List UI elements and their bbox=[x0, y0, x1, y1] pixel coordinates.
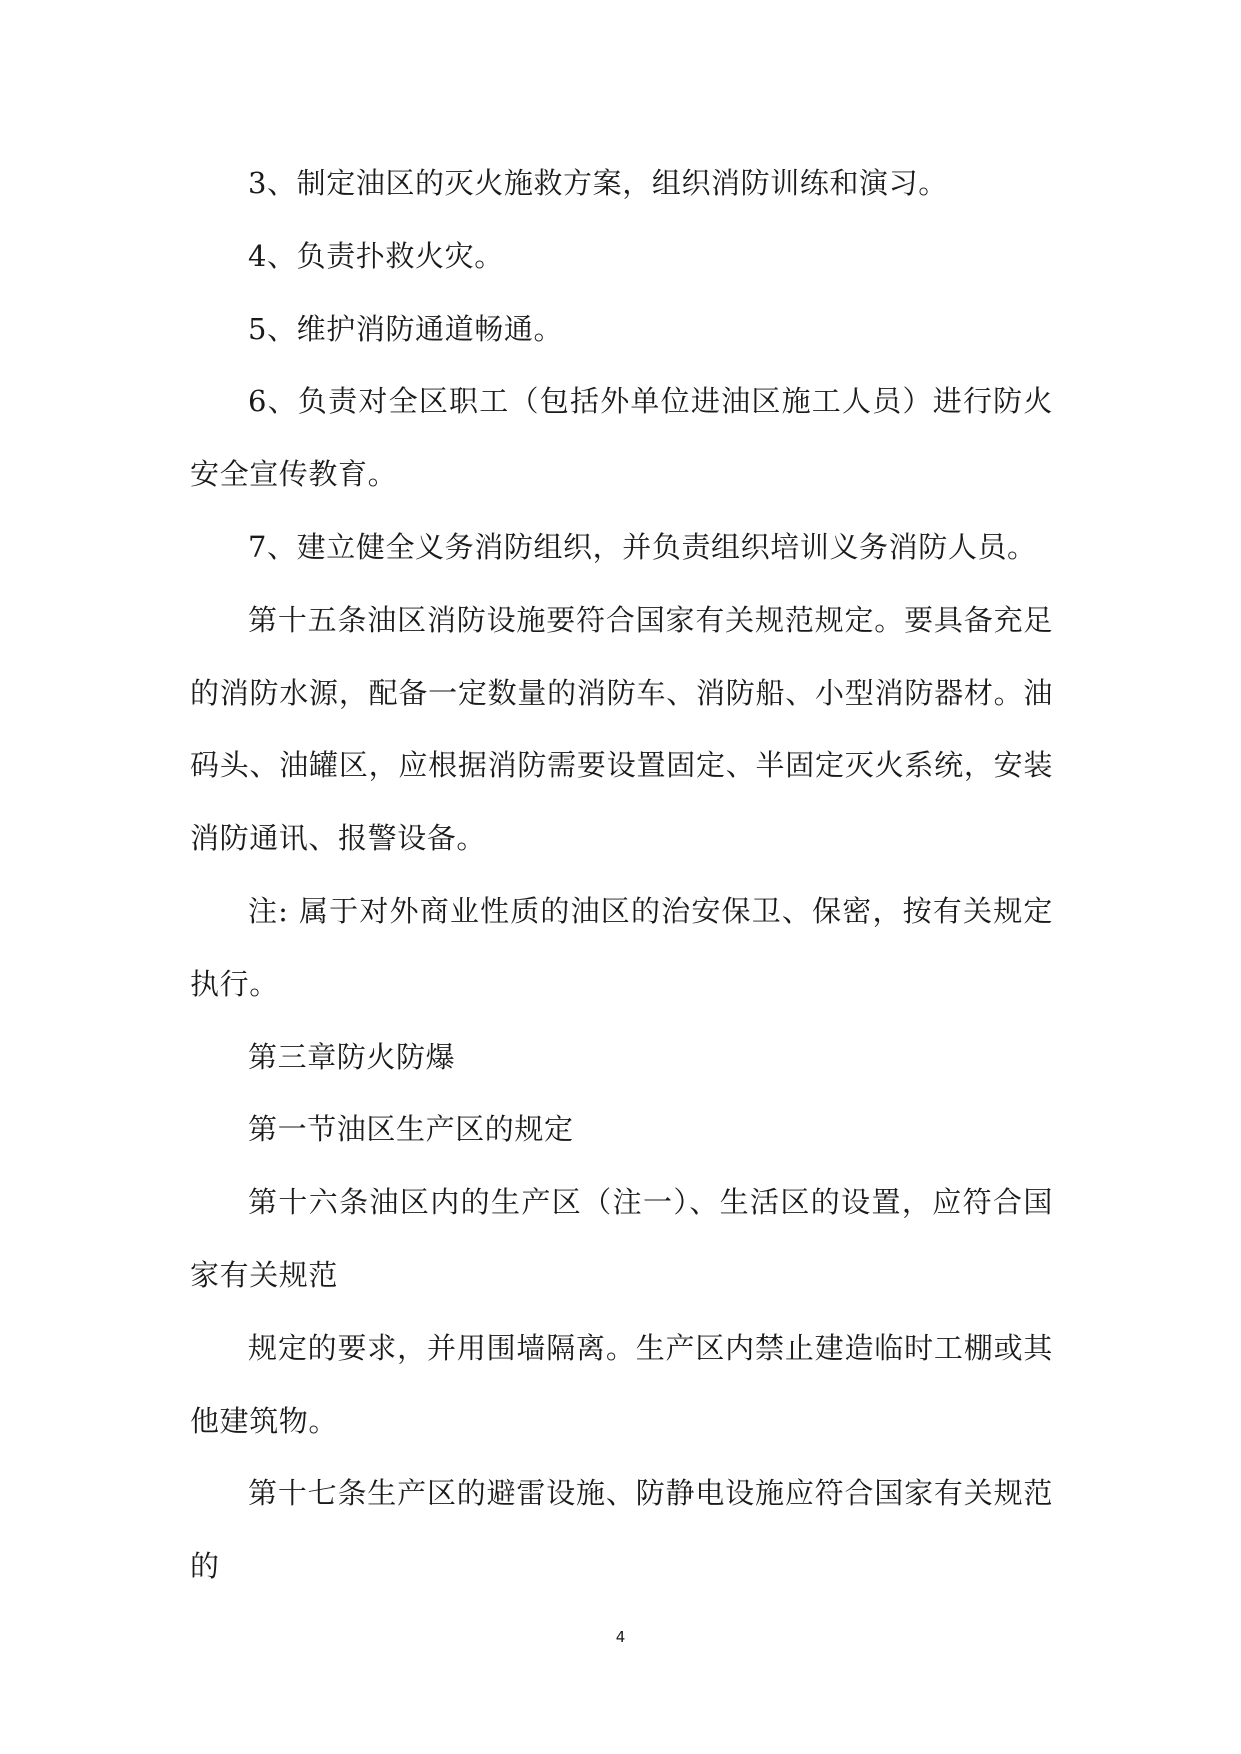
paragraph-article-16: 第十六条油区内的生产区（注一）、生活区的设置，应符合国家有关规范 bbox=[190, 1185, 1053, 1292]
paragraph-article-15: 第十五条油区消防设施要符合国家有关规范规定。要具备充足的消防水源，配备一定数量的消防车、消防船、小型消防器材。油码头、油罐区，应根据消防需要设置固定、半固定灭火系统，安装消防通讯、报警设备。 bbox=[190, 602, 1053, 856]
paragraph-article-16-continued: 规定的要求，并用围墙隔离。生产区内禁止建造临时工棚或其他建筑物。 bbox=[190, 1330, 1053, 1438]
section-heading: 第一节油区生产区的规定 bbox=[248, 1112, 574, 1147]
chapter-heading: 第三章防火防爆 bbox=[248, 1039, 456, 1074]
page-number: 4 bbox=[615, 1628, 626, 1646]
paragraph-item-5: 5、维护消防通道畅通。 bbox=[248, 311, 564, 346]
paragraph-note: 注: 属于对外商业性质的油区的治安保卫、保密，按有关规定执行。 bbox=[190, 893, 1053, 1001]
paragraph-item-4: 4、负责扑救火灾。 bbox=[248, 238, 504, 273]
paragraph-article-17: 第十七条生产区的避雷设施、防静电设施应符合国家有关规范的 bbox=[190, 1476, 1053, 1584]
document-body bbox=[190, 147, 1053, 1603]
paragraph-item-3: 3、制定油区的灭火施救方案，组织消防训练和演习。 bbox=[248, 166, 948, 200]
paragraph-item-7: 7、建立健全义务消防组织，并负责组织培训义务消防人员。 bbox=[248, 529, 1037, 564]
paragraph-item-6: 6、负责对全区职工（包括外单位进油区施工人员）进行防火安全宣传教育。 bbox=[190, 384, 1053, 492]
